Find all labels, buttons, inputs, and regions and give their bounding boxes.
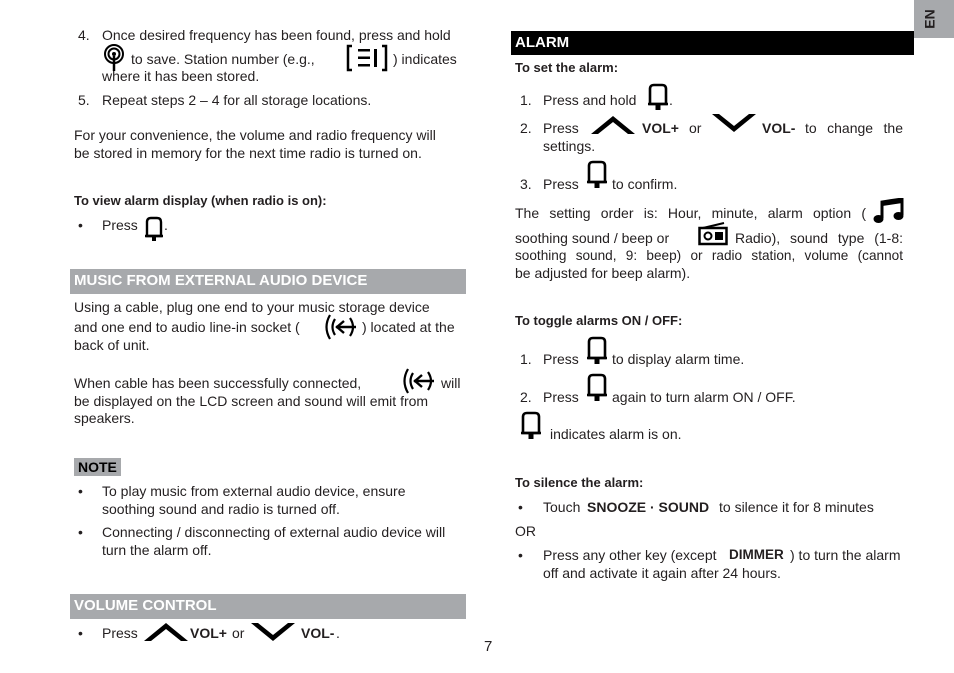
- period: .: [164, 217, 168, 233]
- step-number: 5.: [78, 92, 90, 108]
- section-header-music: MUSIC FROM EXTERNAL AUDIO DEVICE: [70, 269, 466, 294]
- paragraph-line: Using a cable, plug one end to your music storage device: [74, 299, 430, 315]
- paragraph-line: be displayed on the LCD screen and sound will emit from: [74, 393, 429, 409]
- list-text: turn the alarm off.: [102, 542, 212, 558]
- alarm-bell-icon: [520, 411, 542, 441]
- vol-plus-label: VOL+: [190, 625, 227, 641]
- list-text: Connecting / disconnecting of external audio device will: [102, 524, 446, 540]
- bullet: •: [518, 499, 523, 515]
- step-text: Press and hold: [543, 92, 637, 108]
- subheading: To view alarm display (when radio is on):: [74, 193, 327, 208]
- paragraph-line: The setting order is: Hour, minute, alarm option (: [515, 205, 866, 221]
- paragraph-line: For your convenience, the volume and radio frequency will: [74, 127, 436, 143]
- step-text: to change the: [805, 120, 903, 136]
- step-number: 1.: [520, 351, 532, 367]
- vol-minus-label: VOL-: [301, 625, 335, 641]
- list-text: off and activate it again after 24 hours.: [543, 565, 781, 581]
- section-header-volume: VOLUME CONTROL: [70, 594, 466, 619]
- radio-icon: [698, 222, 728, 246]
- volume-up-icon: [590, 115, 636, 135]
- section-header-alarm: ALARM: [511, 31, 914, 55]
- paragraph-line: be adjusted for beep alarm).: [515, 265, 691, 281]
- paragraph-line: When cable has been successfully connected,: [74, 375, 362, 391]
- paragraph-line: soothing sound, 9: beep) or radio station, volume (cannot: [515, 248, 903, 263]
- paragraph-line: be stored in memory for the next time radio is turned on.: [74, 145, 422, 161]
- line-in-icon: [322, 312, 358, 342]
- step-number: 1.: [520, 92, 532, 108]
- alarm-bell-icon: [647, 83, 669, 111]
- or-text: or: [232, 625, 245, 641]
- step-text: Press: [543, 176, 579, 192]
- subheading: To set the alarm:: [515, 60, 619, 75]
- volume-up-icon: [143, 622, 189, 642]
- step-text: Press: [543, 351, 579, 367]
- music-note-icon: [873, 198, 905, 224]
- step-text: Press: [543, 389, 579, 405]
- alarm-bell-icon: [144, 216, 164, 242]
- list-text: Press any other key (except: [543, 547, 717, 563]
- snooze-sound-label: SNOOZE · SOUND: [587, 499, 710, 515]
- volume-down-icon: [711, 113, 757, 133]
- step-text: settings.: [543, 138, 596, 154]
- language-label: EN: [921, 9, 938, 29]
- step-text: ) indicates: [393, 51, 457, 67]
- volume-down-icon: [250, 622, 296, 642]
- alarm-bell-icon: [586, 336, 608, 366]
- step-text: Press: [543, 120, 579, 136]
- step-text: Once desired frequency has been found, press and hold: [102, 27, 451, 43]
- bullet: •: [78, 217, 83, 233]
- alarm-bell-icon: [586, 373, 608, 403]
- step-number: 3.: [520, 176, 532, 192]
- step-number: 4.: [78, 27, 90, 43]
- vol-minus-label: VOL-: [762, 120, 796, 136]
- step-text: where it has been stored.: [102, 68, 260, 84]
- paragraph-line: and one end to audio line-in socket (: [74, 319, 300, 335]
- list-text: Press: [102, 625, 138, 641]
- language-tab: [914, 0, 954, 38]
- bullet: •: [78, 524, 83, 540]
- note-label: NOTE: [74, 458, 121, 476]
- station-number-icon: [346, 44, 388, 72]
- or-text: or: [689, 120, 702, 136]
- step-text: to display alarm time.: [612, 351, 745, 367]
- list-text: Press: [102, 217, 138, 233]
- bullet: •: [78, 483, 83, 499]
- paragraph-line: will: [441, 375, 461, 391]
- paragraph-line: ) located at the: [362, 319, 455, 335]
- paragraph-line: speakers.: [74, 410, 135, 426]
- step-text: again to turn alarm ON / OFF.: [612, 389, 796, 405]
- bullet: •: [78, 625, 83, 641]
- list-text: to silence it for 8 minutes: [719, 499, 874, 515]
- paragraph-line: indicates alarm is on.: [550, 426, 682, 442]
- bullet: •: [518, 547, 523, 563]
- period: .: [669, 92, 673, 108]
- list-text: ) to turn the alarm: [790, 547, 901, 563]
- subheading: To toggle alarms ON / OFF:: [515, 313, 683, 328]
- list-text: To play music from external audio device, ensure: [102, 483, 406, 499]
- step-number: 2.: [520, 389, 532, 405]
- subheading: To silence the alarm:: [515, 475, 644, 490]
- dimmer-label: DIMMER: [729, 547, 784, 562]
- paragraph-line: back of unit.: [74, 337, 150, 353]
- alarm-bell-icon: [586, 160, 608, 190]
- list-text: soothing sound and radio is turned off.: [102, 501, 340, 517]
- period: .: [336, 625, 340, 641]
- paragraph-line: Radio), sound type (1-8:: [735, 230, 903, 246]
- vol-plus-label: VOL+: [642, 120, 679, 136]
- page-number: 7: [484, 638, 493, 655]
- step-text: to save. Station number (e.g.,: [131, 51, 315, 67]
- step-number: 2.: [520, 120, 532, 136]
- list-text: Touch: [543, 499, 581, 515]
- step-text: Repeat steps 2 – 4 for all storage locations.: [102, 92, 372, 108]
- paragraph-line: soothing sound / beep or: [515, 230, 670, 246]
- or-text: OR: [515, 523, 536, 539]
- step-text: to confirm.: [612, 176, 678, 192]
